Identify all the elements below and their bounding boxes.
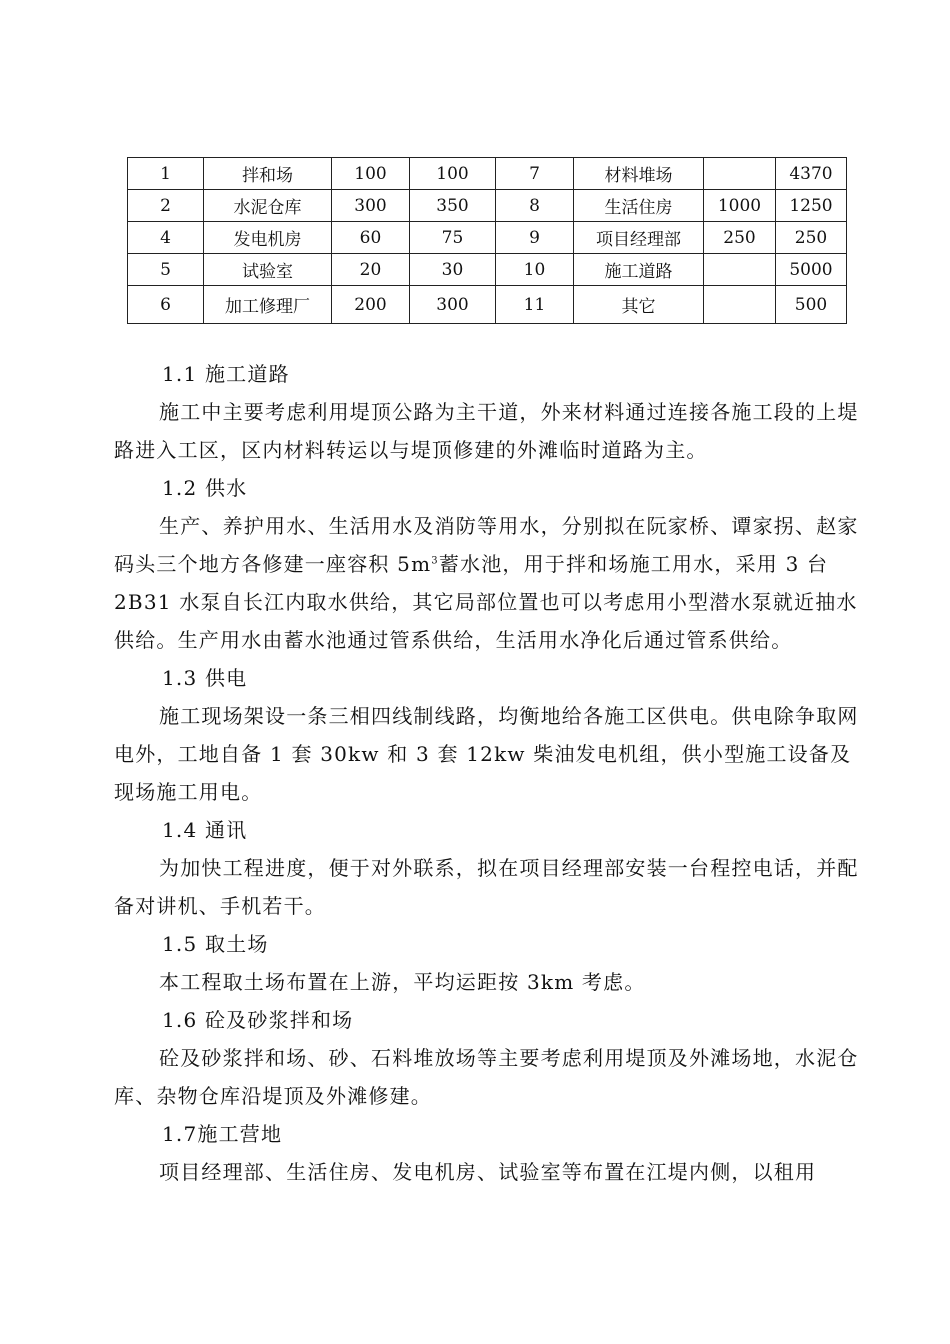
table-cell: 9 [496,222,574,254]
table-cell: 250 [704,222,776,254]
table-cell: 试验室 [204,254,332,286]
table-cell: 100 [410,158,496,190]
table-cell: 60 [332,222,410,254]
section-heading: 1.2 供水 [162,476,248,500]
table-cell: 发电机房 [204,222,332,254]
document-body [114,355,862,1191]
section-heading: 1.3 供电 [162,666,248,690]
table-cell [704,254,776,286]
section-paragraph: 为加快工程进度，便于对外联系，拟在项目经理部安装一台程控电话，并配备对讲机、手机若干。 [114,856,859,918]
table-cell: 10 [496,254,574,286]
section-paragraph [114,507,862,659]
table-cell: 其它 [574,286,704,324]
table-cell: 250 [776,222,847,254]
table-cell [704,158,776,190]
section-paragraph: 项目经理部、生活住房、发电机房、试验室等布置在江堤内侧，以租用 [159,1160,817,1184]
table-row [128,222,847,254]
table-cell: 1 [128,158,204,190]
paragraph-text: 蓄水池，用于拌和场施工用水，采用 3 台 2B31 水泵自长江内取水供给，其它局部位置也可以考虑用小型潜水泵就近抽水供给。生产用水由蓄水池通过管系供给，生活用水净化后通过管系供给。 [114,552,858,652]
table-row [128,190,847,222]
table-cell: 350 [410,190,496,222]
table-cell: 4370 [776,158,847,190]
section-heading: 1.1 施工道路 [162,362,290,386]
table-cell: 8 [496,190,574,222]
table-cell: 加工修理厂 [204,286,332,324]
table-cell: 500 [776,286,847,324]
table-cell: 材料堆场 [574,158,704,190]
section-paragraph: 砼及砂浆拌和场、砂、石料堆放场等主要考虑利用堤顶及外滩场地，水泥仓库、杂物仓库沿堤顶及外滩修建。 [114,1046,859,1108]
table-cell: 项目经理部 [574,222,704,254]
table-cell: 1250 [776,190,847,222]
table-cell: 300 [410,286,496,324]
section-heading: 1.6 砼及砂浆拌和场 [162,1008,354,1032]
table-cell: 2 [128,190,204,222]
section-paragraph: 本工程取土场布置在上游，平均运距按 3km 考虑。 [159,970,646,994]
table-cell: 7 [496,158,574,190]
table-cell: 30 [410,254,496,286]
table-cell: 5000 [776,254,847,286]
table-cell: 4 [128,222,204,254]
section-heading: 1.5 取土场 [162,932,269,956]
table-cell: 20 [332,254,410,286]
table-cell: 拌和场 [204,158,332,190]
table-cell: 生活住房 [574,190,704,222]
table-cell: 1000 [704,190,776,222]
table-row [128,286,847,324]
superscript: 3 [431,555,439,567]
table-cell: 300 [332,190,410,222]
facilities-table [127,157,847,324]
table-cell: 100 [332,158,410,190]
table-cell: 11 [496,286,574,324]
section-heading: 1.4 通讯 [162,818,248,842]
section-paragraph: 施工现场架设一条三相四线制线路，均衡地给各施工区供电。供电除争取网电外，工地自备 1 套 30kw 和 3 套 12kw 柴油发电机组，供小型施工设备及现场施工用电。 [114,704,859,804]
table-row [128,254,847,286]
table-cell: 200 [332,286,410,324]
table-cell: 75 [410,222,496,254]
table-cell: 6 [128,286,204,324]
table-row [128,158,847,190]
table-cell: 5 [128,254,204,286]
table-cell: 水泥仓库 [204,190,332,222]
table-cell [704,286,776,324]
section-paragraph: 施工中主要考虑利用堤顶公路为主干道，外来材料通过连接各施工段的上堤路进入工区，区内材料转运以与堤顶修建的外滩临时道路为主。 [114,400,859,462]
paragraph-text: 生产、养护用水、生活用水及消防等用水，分别拟在阮家桥、谭家拐、赵家码头三个地方各修建一座容积 5m [114,514,859,576]
table-cell: 施工道路 [574,254,704,286]
section-heading: 1.7施工营地 [162,1122,283,1146]
